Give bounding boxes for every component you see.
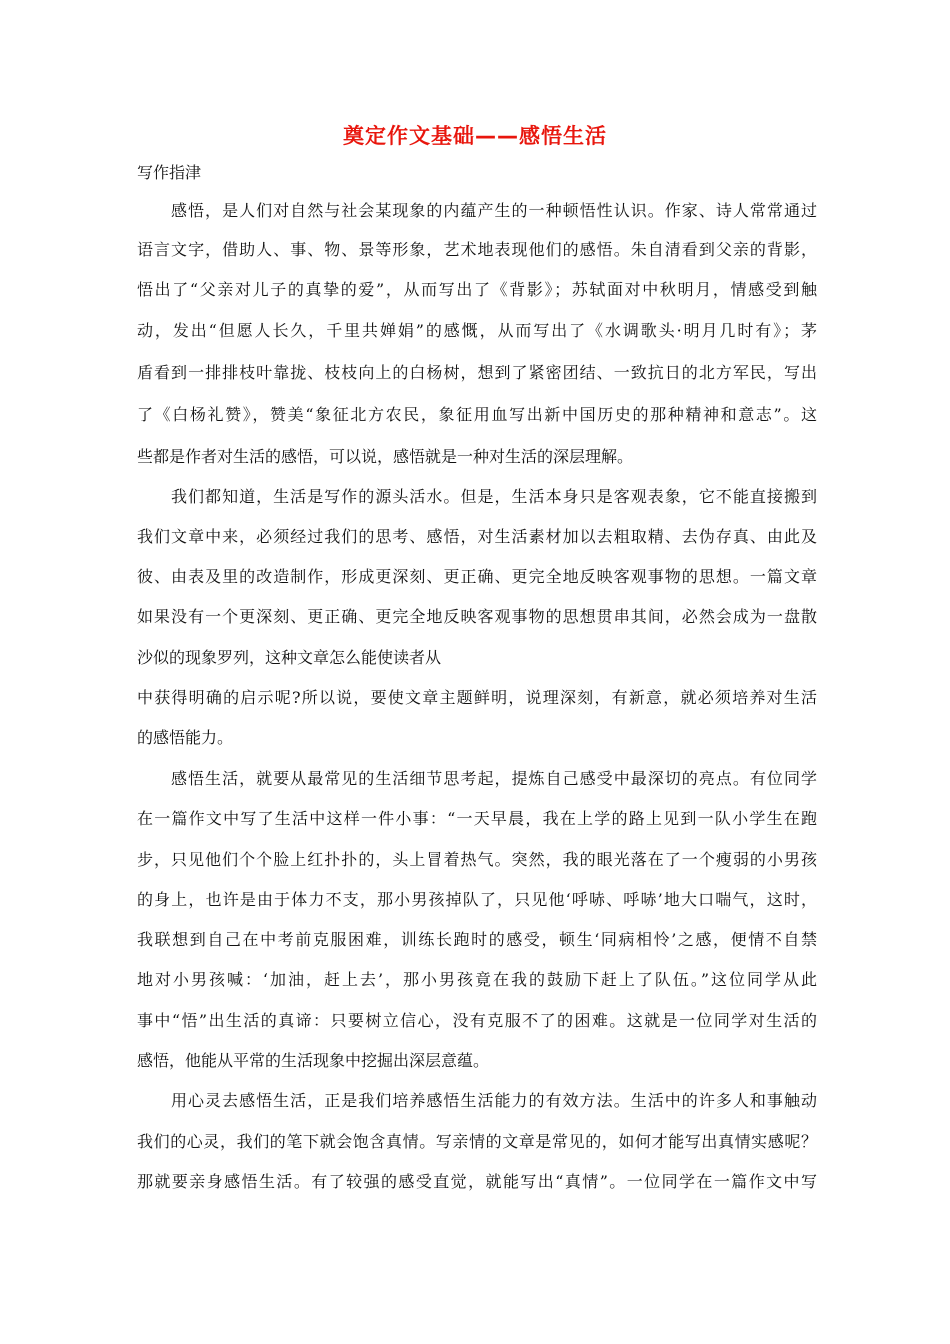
paragraph-line: 感悟，是人们对自然与社会某现象的内蕴产生的一种顿悟性认识。作家、诗人常常通过 bbox=[171, 201, 817, 220]
paragraph-line: 用心灵去感悟生活，正是我们培养感悟生活能力的有效方法。生活中的许多人和事触动 bbox=[171, 1091, 817, 1110]
document-title: 奠定作文基础——感悟生活 bbox=[343, 124, 607, 148]
paragraph-line: 些都是作者对生活的感悟，可以说，感悟就是一种对生活的深层理解。 bbox=[137, 447, 634, 466]
paragraph-line: 的身上，也许是由于体力不支，那小男孩掉队了，只见他‘呼哧、呼哧’地大口喘气，这时， bbox=[137, 890, 817, 909]
paragraph-line: 事中“悟”出生活的真谛：只要树立信心，没有克服不了的困难。这就是一位同学对生活的 bbox=[137, 1011, 817, 1030]
paragraph-line: 步，只见他们个个脸上红扑扑的，头上冒着热气。突然，我的眼光落在了一个瘦弱的小男孩 bbox=[137, 850, 817, 869]
section-heading: 写作指津 bbox=[137, 163, 202, 182]
paragraph-line: 我们都知道，生活是写作的源头活水。但是，生活本身只是客观表象，它不能直接搬到 bbox=[171, 487, 817, 506]
paragraph-line: 感悟，他能从平常的生活现象中挖掘出深层意蕴。 bbox=[137, 1051, 490, 1070]
paragraph-line: 盾看到一排排枝叶靠拢、枝枝向上的白杨树，想到了紧密团结、一致抗日的北方军民，写出 bbox=[137, 363, 817, 382]
paragraph-line: 如果没有一个更深刻、更正确、更完全地反映客观事物的思想贯串其间，必然会成为一盘散 bbox=[137, 607, 817, 626]
paragraph-line: 感悟生活，就要从最常见的生活细节思考起，提炼自己感受中最深切的亮点。有位同学 bbox=[171, 769, 817, 788]
paragraph-line: 动，发出“但愿人长久，千里共婵娟”的感慨，从而写出了《水调歌头·明月几时有》；茅 bbox=[137, 321, 817, 340]
paragraph-line: 我们的心灵，我们的笔下就会饱含真情。写亲情的文章是常见的，如何才能写出真情实感呢？ bbox=[137, 1132, 817, 1151]
paragraph-line: 中获得明确的启示呢?所以说，要使文章主题鲜明，说理深刻，有新意，就必须培养对生活 bbox=[137, 688, 817, 707]
paragraph-line: 了《白杨礼赞》，赞美“象征北方农民，象征用血写出新中国历史的那种精神和意志”。这 bbox=[137, 405, 817, 424]
paragraph-line: 那就要亲身感悟生活。有了较强的感受直觉，就能写出“真情”。一位同学在一篇作文中写 bbox=[137, 1172, 817, 1191]
paragraph-line: 沙似的现象罗列，这种文章怎么能使读者从 bbox=[137, 648, 442, 667]
paragraph-line: 语言文字，借助人、事、物、景等形象，艺术地表现他们的感悟。朱自清看到父亲的背影， bbox=[137, 240, 817, 259]
paragraph-line: 的感悟能力。 bbox=[137, 728, 234, 747]
paragraph-line: 我联想到自己在中考前克服困难，训练长跑时的感受，顿生‘同病相怜’之感，便情不自禁 bbox=[137, 930, 817, 949]
paragraph-line: 悟出了“父亲对儿子的真挚的爱”，从而写出了《背影》；苏轼面对中秋明月，情感受到触 bbox=[137, 280, 817, 299]
paragraph-line: 彼、由表及里的改造制作，形成更深刻、更正确、更完全地反映客观事物的思想。一篇文章 bbox=[137, 567, 817, 586]
paragraph-line: 我们文章中来，必须经过我们的思考、感悟，对生活素材加以去粗取精、去伪存真、由此及 bbox=[137, 527, 817, 546]
paragraph-line: 地对小男孩喊：‘加油，赶上去’，那小男孩竟在我的鼓励下赶上了队伍。”这位同学从此 bbox=[137, 970, 817, 989]
paragraph-line: 在一篇作文中写了生活中这样一件小事：“一天早晨，我在上学的路上见到一队小学生在跑 bbox=[137, 809, 817, 828]
